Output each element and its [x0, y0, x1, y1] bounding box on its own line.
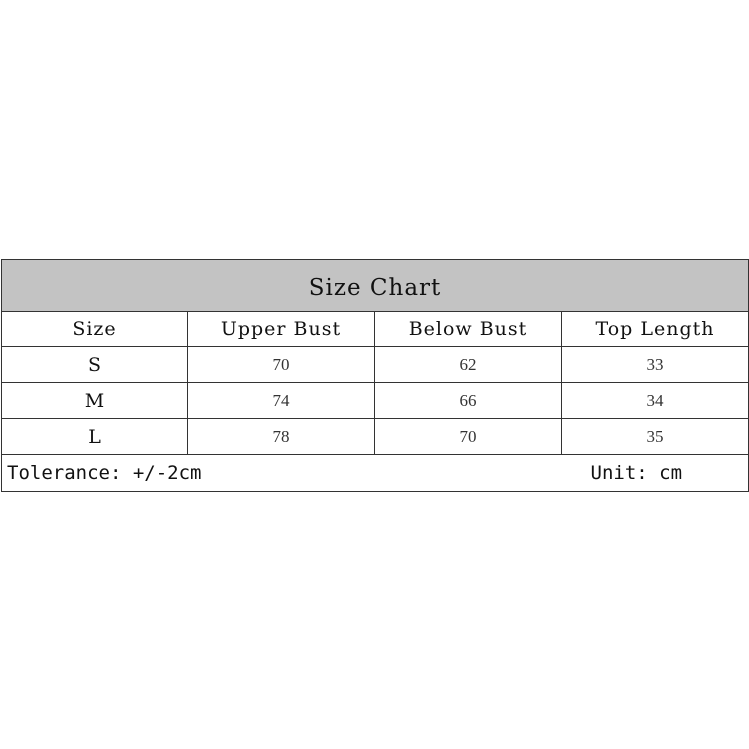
table-row: [2, 347, 749, 383]
column-header-below-bust: Below Bust: [375, 312, 562, 347]
column-header-upper-bust: Upper Bust: [188, 312, 375, 347]
size-cell: L: [2, 419, 188, 455]
table-row: [2, 419, 749, 455]
chart-title: Size Chart: [2, 260, 749, 312]
top-length-cell: 35: [562, 419, 749, 455]
upper-bust-cell: 74: [188, 383, 375, 419]
title-row: [2, 260, 749, 312]
size-cell: M: [2, 383, 188, 419]
size-chart-table: [1, 259, 749, 492]
column-header-size: Size: [2, 312, 188, 347]
below-bust-cell: 66: [375, 383, 562, 419]
top-length-cell: 34: [562, 383, 749, 419]
unit-note: Unit: cm: [590, 462, 683, 484]
table-row: [2, 383, 749, 419]
top-length-cell: 33: [562, 347, 749, 383]
header-row: [2, 312, 749, 347]
upper-bust-cell: 70: [188, 347, 375, 383]
below-bust-cell: 62: [375, 347, 562, 383]
upper-bust-cell: 78: [188, 419, 375, 455]
footer-content: [2, 462, 748, 484]
below-bust-cell: 70: [375, 419, 562, 455]
size-cell: S: [2, 347, 188, 383]
footer-cell: [2, 455, 749, 492]
tolerance-note: Tolerance: +/-2cm: [7, 462, 202, 484]
footer-row: [2, 455, 749, 492]
column-header-top-length: Top Length: [562, 312, 749, 347]
